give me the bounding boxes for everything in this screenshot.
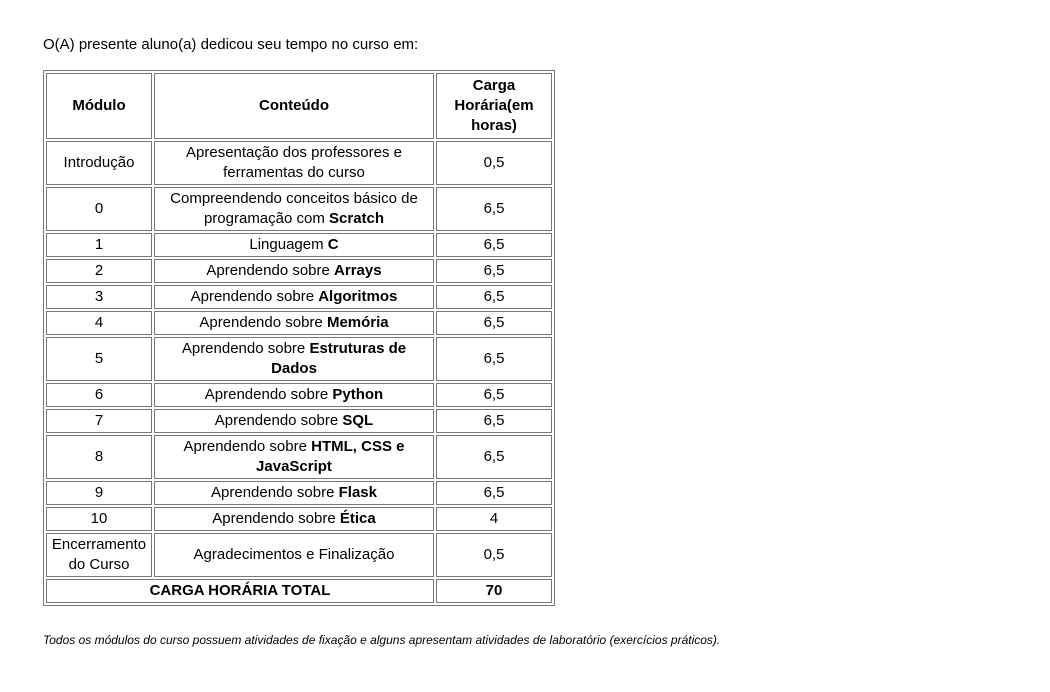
table-row (46, 233, 552, 257)
table-row (46, 383, 552, 407)
cell-content (154, 435, 434, 479)
total-row (46, 579, 552, 603)
workload-table-container (43, 70, 555, 606)
cell-hours: 6,5 (436, 383, 552, 407)
table-row (46, 141, 552, 185)
header-hours: Carga Horária(em horas) (436, 73, 552, 139)
table-row (46, 259, 552, 283)
cell-content (154, 337, 434, 381)
content-plain: Aprendendo sobre (181, 340, 310, 357)
cell-hours: 6,5 (436, 409, 552, 433)
cell-content (154, 507, 434, 531)
cell-hours: 6,5 (436, 435, 552, 479)
cell-module: 10 (46, 507, 152, 531)
table-row (46, 311, 552, 335)
content-bold: Ética (339, 510, 376, 527)
table-row (46, 435, 552, 479)
cell-hours: 6,5 (436, 187, 552, 231)
cell-hours: 6,5 (436, 285, 552, 309)
cell-module: Encerramento do Curso (46, 533, 152, 577)
total-label: CARGA HORÁRIA TOTAL (46, 579, 434, 603)
cell-content (154, 233, 434, 257)
cell-hours: 4 (436, 507, 552, 531)
workload-table (43, 70, 555, 606)
content-plain: Aprendendo sobre (206, 262, 335, 279)
content-bold: Memória (326, 314, 389, 331)
table-row (46, 409, 552, 433)
cell-content (154, 481, 434, 505)
content-bold: Flask (338, 484, 377, 501)
table-row (46, 187, 552, 231)
cell-module: 6 (46, 383, 152, 407)
cell-module: 9 (46, 481, 152, 505)
content-bold: Algoritmos (318, 288, 398, 305)
cell-hours: 0,5 (436, 533, 552, 577)
cell-content (154, 141, 434, 185)
cell-content (154, 409, 434, 433)
content-plain: Apresentação dos professores e ferramentas do curso (186, 144, 402, 181)
content-bold: Python (332, 386, 384, 403)
cell-content (154, 187, 434, 231)
cell-module: Introdução (46, 141, 152, 185)
cell-hours: 6,5 (436, 337, 552, 381)
header-content: Conteúdo (154, 73, 434, 139)
cell-content (154, 285, 434, 309)
content-plain: Linguagem (249, 236, 328, 253)
cell-hours: 6,5 (436, 481, 552, 505)
content-plain: Aprendendo sobre (204, 386, 333, 403)
content-plain: Aprendendo sobre (190, 288, 319, 305)
cell-module: 8 (46, 435, 152, 479)
cell-content (154, 533, 434, 577)
table-row (46, 481, 552, 505)
cell-hours: 6,5 (436, 233, 552, 257)
cell-module: 4 (46, 311, 152, 335)
content-plain: Aprendendo sobre (199, 314, 327, 331)
content-plain: Aprendendo sobre (183, 438, 312, 455)
table-row (46, 533, 552, 577)
total-value: 70 (436, 579, 552, 603)
content-plain: Compreendendo conceitos básico de programação com (170, 190, 418, 227)
cell-module: 5 (46, 337, 152, 381)
content-plain: Aprendendo sobre (212, 510, 340, 527)
cell-module: 7 (46, 409, 152, 433)
content-plain: Aprendendo sobre (214, 412, 343, 429)
cell-module: 2 (46, 259, 152, 283)
cell-module: 0 (46, 187, 152, 231)
table-body (46, 141, 552, 577)
cell-content (154, 311, 434, 335)
content-bold: Scratch (329, 210, 385, 227)
content-bold: HTML, CSS e JavaScript (256, 438, 405, 475)
cell-module: 1 (46, 233, 152, 257)
cell-hours: 0,5 (436, 141, 552, 185)
header-module: Módulo (46, 73, 152, 139)
cell-module: 3 (46, 285, 152, 309)
content-bold: Estruturas de Dados (271, 340, 407, 377)
content-plain: Aprendendo sobre (211, 484, 339, 501)
cell-hours: 6,5 (436, 311, 552, 335)
cell-content (154, 383, 434, 407)
content-plain: Agradecimentos e Finalização (193, 546, 395, 563)
table-row (46, 507, 552, 531)
table-row (46, 337, 552, 381)
content-bold: Arrays (334, 262, 382, 279)
content-bold: SQL (342, 412, 374, 429)
table-row (46, 285, 552, 309)
footnote: Todos os módulos do curso possuem atividades de fixação e alguns apresentam atividades de laboratório (exercícios práticos). (43, 633, 721, 647)
content-bold: C (327, 236, 339, 253)
cell-hours: 6,5 (436, 259, 552, 283)
table-header-row (46, 73, 552, 139)
intro-text: O(A) presente aluno(a) dedicou seu tempo no curso em: (43, 36, 419, 53)
cell-content (154, 259, 434, 283)
